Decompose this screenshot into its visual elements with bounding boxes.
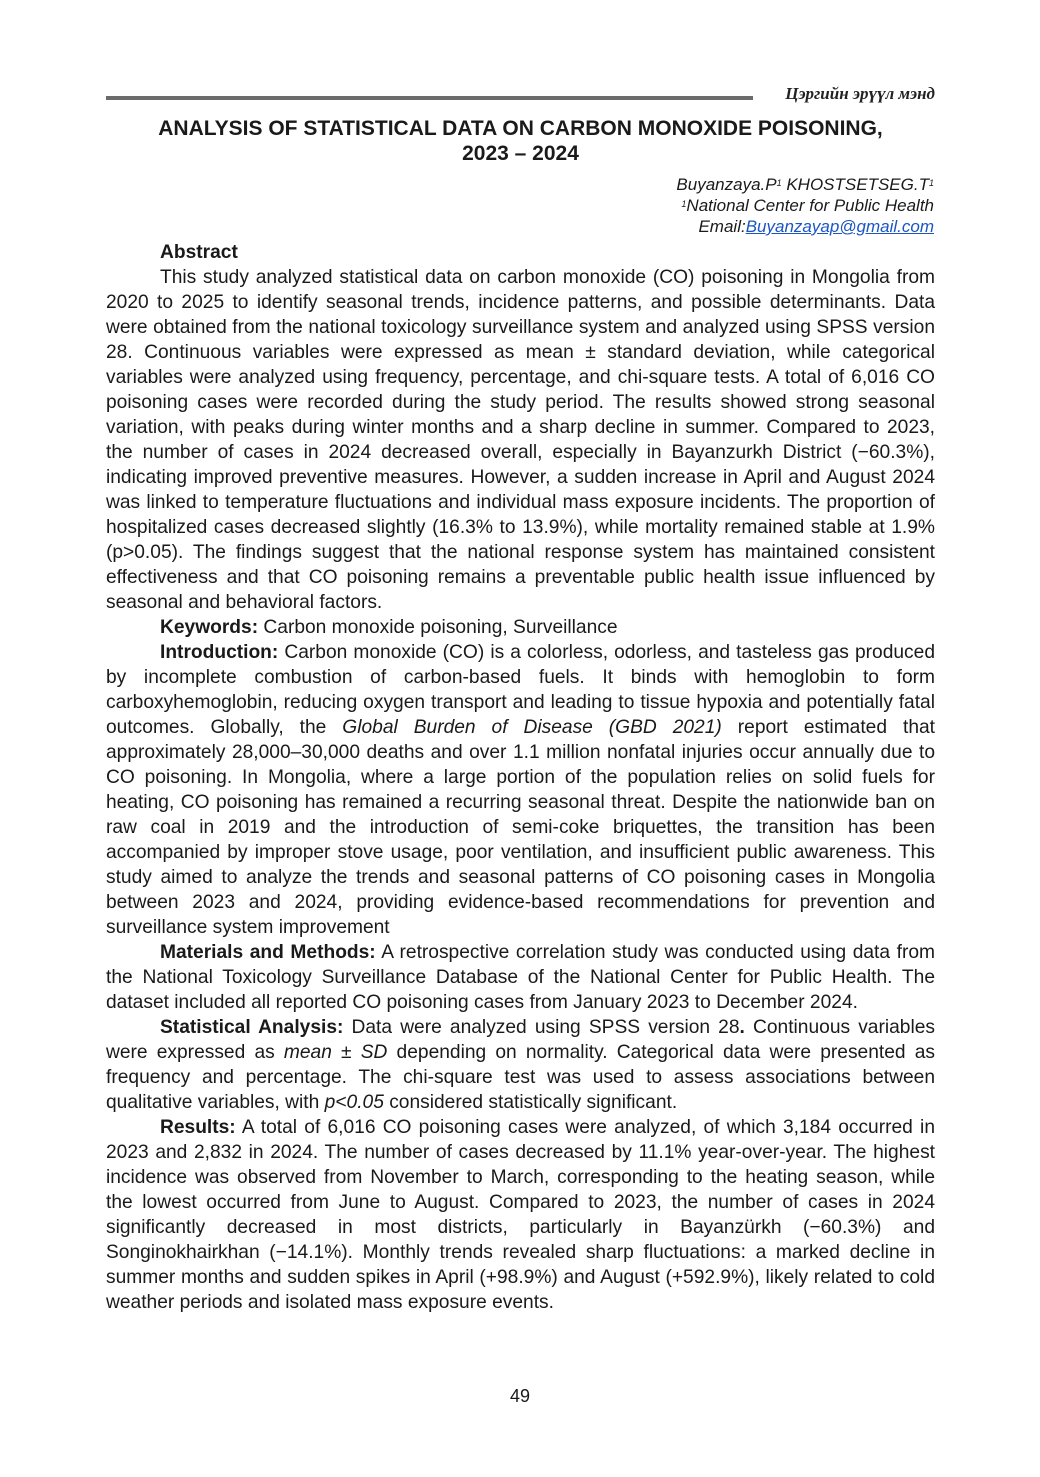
statistical-italic-mean-sd: mean ± SD	[283, 1042, 388, 1063]
statistical-text-2: Continuous variables were expressed as	[106, 1017, 936, 1063]
email-link[interactable]: Buyanzayap@gmail.com	[745, 217, 934, 236]
keywords-text: Carbon monoxide poisoning, Surveillance	[258, 617, 618, 638]
running-header	[106, 84, 935, 106]
statistical-bold-period: .	[739, 1017, 745, 1038]
affiliation: National Center for Public Health	[686, 196, 934, 215]
affiliation-mark: 1	[681, 199, 687, 209]
statistical-analysis-label: Statistical Analysis:	[160, 1017, 344, 1038]
author-2-affiliation-mark: 1	[928, 178, 934, 188]
methods-paragraph	[106, 940, 935, 1015]
title-line-1: ANALYSIS OF STATISTICAL DATA ON CARBON MONOXIDE POISONING,	[158, 117, 883, 140]
keywords-label: Keywords:	[160, 617, 259, 638]
statistical-italic-p-value: p<0.05	[324, 1092, 384, 1113]
results-label: Results:	[160, 1117, 236, 1138]
introduction-italic-ref: Global Burden of Disease (GBD 2021)	[342, 717, 722, 738]
methods-label: Materials and Methods:	[160, 942, 376, 963]
journal-name: Цэргийн эрүүл мэнд	[785, 84, 935, 103]
article-title	[106, 116, 935, 166]
title-line-2: 2023 – 2024	[462, 142, 579, 165]
author-1: Buyanzaya.P	[676, 175, 777, 194]
abstract-paragraph: This study analyzed statistical data on carbon monoxide (CO) poisoning in Mongolia from 2020 to 2025 to identify seasonal trends, incidence patterns, and possible determinants. Data were obtained from the national toxicology surveillance system and analyzed using SPSS version 28. Continuous variables were expressed as mean ± standard deviation, while categorical variables were analyzed using frequency, percentage, and chi-square tests. A total of 6,016 CO poisoning cases were recorded during the study period. The results showed strong seasonal variation, with peaks during winter months and a sharp decline in summer. Compared to 2023, the number of cases in 2024 decreased overall, especially in Bayanzurkh District (−60.3%), indicating improved preventive measures. However, a sudden increase in April and August 2024 was linked to temperature fluctuations and individual mass exposure incidents. The proportion of hospitalized cases decreased slightly (16.3% to 13.9%), while mortality remained stable at 1.9% (p>0.05). The findings suggest that the national response system has maintained consistent effectiveness and that CO poisoning remains a preventable public health issue influenced by seasonal and behavioral factors.	[106, 267, 935, 613]
article-body	[106, 240, 935, 1315]
results-text: A total of 6,016 CO poisoning cases were analyzed, of which 3,184 occurred in 2023 and 2,832 in 2024. The number of cases decreased by 11.1% year-over-year. The highest incidence was observed from November to March, corresponding to the heating season, while the lowest occurred from June to August. Compared to 2023, the number of cases in 2024 significantly decreased in most districts, particularly in Bayanzürkh (−60.3%) and Songinokhairkhan (−14.1%). Monthly trends revealed sharp fluctuations: a marked decline in summer months and sudden spikes in April (+98.9%) and August (+592.9%), likely related to cold weather periods and isolated mass exposure events.	[106, 1117, 935, 1313]
author-line	[500, 174, 934, 195]
keywords-paragraph	[106, 615, 935, 640]
introduction-label: Introduction:	[160, 642, 279, 663]
statistical-text-4: considered statistically significant.	[383, 1092, 678, 1113]
author-block	[500, 174, 934, 237]
email-line	[500, 216, 934, 237]
author-1-affiliation-mark: 1	[776, 178, 782, 188]
introduction-text-1: Carbon monoxide (CO) is a colorless, odorless, and tasteless gas produced by incomplete combustion of carbon-based fuels. It binds with hemoglobin to form carboxyhemoglobin, reducing oxygen transport and leading to tissue hypoxia and potentially fatal outcomes. Globally, the	[106, 642, 935, 738]
author-2: KHOSTSETSEG.T	[786, 175, 929, 194]
statistical-text-1: Data were analyzed using SPSS version 28	[343, 1017, 740, 1038]
statistical-analysis-paragraph	[106, 1015, 935, 1115]
affiliation-line	[500, 195, 934, 216]
header-rule	[106, 96, 753, 100]
page-number: 49	[509, 1386, 531, 1406]
introduction-paragraph	[106, 640, 935, 940]
introduction-text-2: report estimated that approximately 28,000–30,000 deaths and over 1.1 million nonfatal injuries occur annually due to CO poisoning. In Mongolia, where a large portion of the population relies on solid fuels for heating, CO poisoning has remained a recurring seasonal threat. Despite the nationwide ban on raw coal in 2019 and the introduction of semi-coke briquettes, the transition has been accompanied by improper stove usage, poor ventilation, and insufficient public awareness. This study aimed to analyze the trends and seasonal patterns of CO poisoning cases in Mongolia between 2023 and 2024, providing evidence-based recommendations for prevention and surveillance system improvement	[106, 717, 935, 938]
statistical-text-3: depending on normality. Categorical data were presented as frequency and percentage. The chi-square test was used to assess associations between qualitative variables, with	[106, 1042, 935, 1113]
abstract-heading: Abstract	[160, 242, 238, 263]
email-label: Email:	[698, 217, 746, 236]
results-paragraph	[106, 1115, 935, 1315]
methods-text: A retrospective correlation study was conducted using data from the National Toxicology Surveillance Database of the National Center for Public Health. The dataset included all reported CO poisoning cases from January 2023 to December 2024.	[106, 942, 936, 1013]
